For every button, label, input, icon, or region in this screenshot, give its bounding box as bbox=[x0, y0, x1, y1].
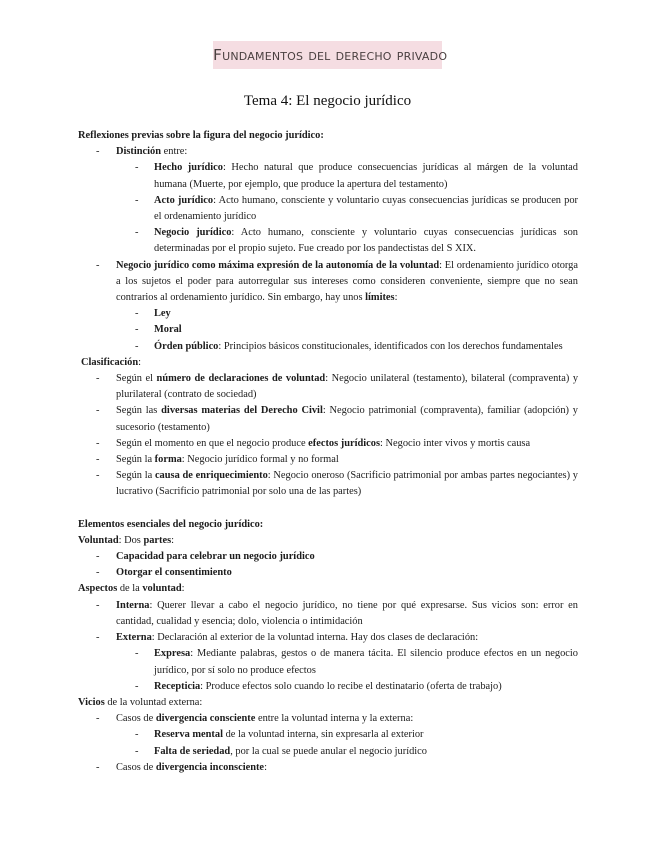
list-item bbox=[78, 468, 578, 500]
list-item bbox=[78, 565, 578, 581]
term: Acto jurídico bbox=[154, 194, 214, 206]
list-item bbox=[78, 144, 578, 160]
list-item bbox=[78, 549, 578, 565]
text: : Produce efectos solo cuando lo recibe el destinatario (oferta de trabajo) bbox=[200, 680, 502, 692]
bullet: - bbox=[96, 551, 100, 563]
bullet: - bbox=[96, 632, 100, 644]
bullet: - bbox=[96, 454, 100, 466]
text: : Negocio jurídico formal y no formal bbox=[181, 454, 339, 466]
term: Reserva mental bbox=[154, 729, 223, 741]
subheading bbox=[78, 695, 578, 711]
subheading bbox=[78, 533, 578, 549]
list-item bbox=[78, 727, 578, 743]
bullet: - bbox=[135, 194, 139, 206]
text: Según las bbox=[116, 405, 162, 417]
text: : bbox=[171, 534, 175, 546]
list-item bbox=[78, 225, 578, 257]
bullet: - bbox=[96, 437, 100, 449]
term: Vicios bbox=[78, 696, 105, 708]
bullet: - bbox=[96, 405, 100, 417]
term: Hecho jurídico bbox=[154, 162, 223, 174]
section-heading: Reflexiones previas sobre la figura del negocio jurídico: bbox=[78, 130, 324, 141]
term: límites bbox=[365, 292, 395, 304]
term: Interna bbox=[116, 599, 150, 611]
text: entre: bbox=[161, 146, 188, 158]
term: Distinción bbox=[116, 146, 162, 158]
text: Casos de bbox=[116, 761, 156, 773]
term: Ley bbox=[154, 308, 171, 320]
text: Según el momento en que el negocio produce bbox=[116, 437, 309, 449]
section-heading: Elementos esenciales del negocio jurídico: bbox=[78, 518, 264, 530]
term: Moral bbox=[154, 324, 182, 336]
term: Recepticia bbox=[154, 680, 201, 692]
list-item bbox=[78, 760, 578, 776]
list-item bbox=[78, 744, 578, 760]
term: Externa bbox=[116, 632, 152, 644]
text: : Declaración al exterior de la voluntad interna. Hay dos clases de declaración: bbox=[151, 632, 479, 644]
text: : bbox=[138, 356, 142, 368]
bullet: - bbox=[135, 162, 139, 174]
bullet: - bbox=[96, 259, 100, 271]
list-item bbox=[78, 403, 578, 435]
bullet: - bbox=[135, 745, 139, 757]
text: de la voluntad externa: bbox=[104, 696, 203, 708]
text: de la voluntad interna, sin expresarla al exterior bbox=[222, 729, 424, 741]
page-title: Tema 4: El negocio jurídico bbox=[243, 93, 412, 109]
subheading bbox=[78, 355, 578, 371]
list-item bbox=[78, 322, 578, 338]
term: número de declaraciones de voluntad bbox=[156, 373, 326, 385]
list-item bbox=[78, 646, 578, 678]
term: Voluntad bbox=[78, 534, 119, 546]
text: de la bbox=[117, 583, 143, 595]
text: : Hecho natural que produce consecuencias jurídicas al márgen de la voluntad humana (Muerte, por ejemplo, que produce la apertura del testamento) bbox=[154, 162, 578, 190]
term: Otorgar el consentimiento bbox=[116, 567, 232, 579]
bullet: - bbox=[135, 324, 139, 336]
text: : Querer llevar a cabo el negocio jurídico, no tiene por qué expresarse. Sus vicios son: error en cantidad, cualidad y esencia; dolo, violencia o intimidación bbox=[116, 599, 578, 627]
bullet: - bbox=[135, 680, 139, 692]
text: , por la cual se puede anular el negocio jurídico bbox=[230, 745, 427, 757]
bullet: - bbox=[135, 648, 139, 660]
bullet: - bbox=[96, 713, 100, 725]
text: : bbox=[181, 583, 185, 595]
text: entre la voluntad interna y la externa: bbox=[255, 713, 414, 725]
term: causa de enriquecimiento bbox=[154, 470, 268, 482]
term: Órden público bbox=[154, 340, 219, 352]
list-item bbox=[78, 258, 578, 307]
list-item bbox=[78, 160, 578, 192]
list-item bbox=[78, 679, 578, 695]
list-item bbox=[78, 371, 578, 403]
term: diversas materias del Derecho Civil bbox=[161, 405, 323, 417]
term: Aspectos bbox=[78, 583, 118, 595]
list-item bbox=[78, 452, 578, 468]
bullet: - bbox=[135, 308, 139, 320]
text: : Mediante palabras, gestos o de manera tácita. El silencio produce efectos en un negocio jurídico, por sí solo no produce efectos bbox=[154, 648, 578, 676]
text: Según la bbox=[116, 454, 155, 466]
list-item bbox=[78, 711, 578, 727]
text: : Dos bbox=[118, 534, 144, 546]
text: : bbox=[394, 292, 398, 304]
text: : Negocio inter vivos y mortis causa bbox=[380, 437, 531, 449]
term: Clasificación bbox=[81, 356, 139, 368]
bullet: - bbox=[135, 340, 139, 352]
bullet: - bbox=[96, 567, 100, 579]
document-banner: Fundamentos del derecho privado bbox=[213, 41, 442, 69]
list-item bbox=[78, 339, 578, 355]
subheading bbox=[78, 581, 578, 597]
bullet: - bbox=[96, 470, 100, 482]
text: : Negocio unilateral (testamento), bilateral (compraventa) y plurilateral (contrato de sociedad) bbox=[116, 373, 579, 401]
bullet: - bbox=[96, 373, 100, 385]
term: Capacidad para celebrar un negocio jurídico bbox=[116, 551, 315, 563]
text: : Negocio oneroso (Sacrificio patrimonial por ambas partes negociantes) y lucrativo (Sacrificio patrimonial por solo una de las partes) bbox=[116, 470, 578, 498]
bullet: - bbox=[96, 146, 100, 158]
text: Casos de bbox=[116, 713, 156, 725]
text: : Negocio patrimonial (compraventa), familiar (adopción) y sucesorio (testamento) bbox=[116, 405, 579, 433]
spacer bbox=[78, 501, 578, 517]
list-item bbox=[78, 306, 578, 322]
term: forma bbox=[154, 454, 182, 466]
list-item bbox=[78, 598, 578, 630]
term: divergencia consciente bbox=[155, 713, 256, 725]
bullet: - bbox=[135, 729, 139, 741]
term: Negocio jurídico como máxima expresión de la autonomía de la voluntad bbox=[116, 259, 440, 271]
list-item bbox=[78, 436, 578, 452]
text: : Acto humano, consciente y voluntario cuyas consecuencias jurídicas son determinadas por el propio sujeto. Fue creado por los pandectistas del S XIX. bbox=[154, 227, 578, 255]
term: efectos jurídicos bbox=[308, 437, 381, 449]
term: Falta de seriedad bbox=[154, 745, 231, 757]
document-body bbox=[78, 128, 578, 776]
list-item bbox=[78, 193, 578, 225]
term: divergencia inconsciente bbox=[155, 761, 265, 773]
text: Según la bbox=[116, 470, 155, 482]
term: partes bbox=[143, 534, 172, 546]
bullet: - bbox=[96, 599, 100, 611]
text: Según el bbox=[116, 373, 157, 385]
text: : El ordenamiento jurídico otorga a los sujetos el poder para autorregular sus intereses como consideren conveniente, siempre que no sean contrarios al ordenamiento jurídico. Sin embargo, hay unos bbox=[116, 259, 578, 304]
bullet: - bbox=[135, 227, 139, 239]
text: : bbox=[264, 761, 267, 773]
text: : Acto humano, consciente y voluntario cuyas consecuencias jurídicas se producen por el ordenamiento jurídico bbox=[154, 194, 578, 223]
list-item bbox=[78, 630, 578, 646]
bullet: - bbox=[96, 761, 100, 773]
term: Expresa bbox=[154, 648, 191, 660]
term: voluntad bbox=[142, 583, 182, 595]
term: Negocio jurídico bbox=[154, 227, 232, 239]
text: : Principios básicos constitucionales, identificados con los derechos fundamentales bbox=[218, 340, 563, 352]
